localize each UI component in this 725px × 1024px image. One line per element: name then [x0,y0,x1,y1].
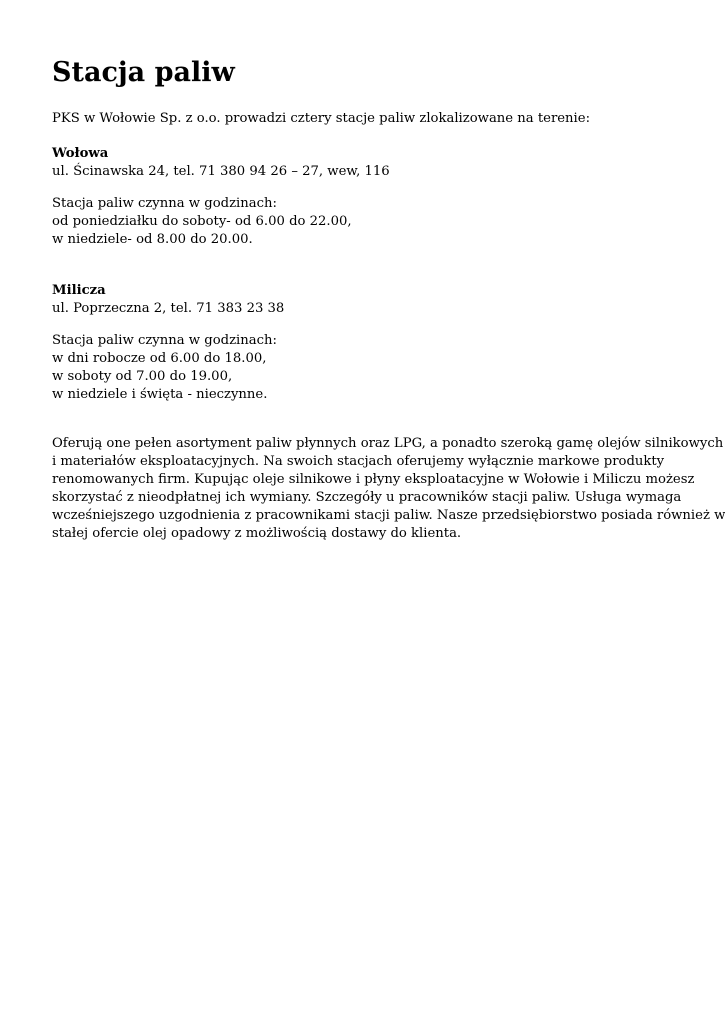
intro-text: PKS w Wołowie Sp. z o.o. prowadzi cztery stacje paliw zlokalizowane na terenie: [52,111,591,126]
station-milicza [52,282,284,318]
paragraph-line: Oferują one pełen asortyment paliw płynnych oraz LPG, a ponadto szeroką gamę olejów silnikowych [52,436,724,451]
paragraph-line: renomowanych firm. Kupując oleje silnikowe i płyny eksploatacyjne w Wołowie i Miliczu możesz [52,472,695,487]
station-name: Wołowa [52,146,109,161]
station-address: ul. Poprzeczna 2, tel. 71 383 23 38 [52,301,285,316]
description-paragraph [52,435,725,543]
hours-line: w soboty od 7.00 do 19.00, [52,369,233,384]
paragraph-line: skorzystać z nieodpłatnej ich wymiany. Szczegóły u pracowników stacji paliw. Usługa wymaga [52,490,682,505]
station-name: Milicza [52,283,106,298]
station-wolowa-hours [52,195,352,249]
paragraph-line: stałej ofercie olej opadowy z możliwością dostawy do klienta. [52,526,462,541]
hours-heading: Stacja paliw czynna w godzinach: [52,196,277,211]
station-wolowa [52,145,390,181]
hours-line: w niedziele- od 8.00 do 20.00. [52,232,253,247]
paragraph-line: wcześniejszego uzgodnienia z pracownikami stacji paliw. Nasze przedsiębiorstwo posiada również w [52,508,725,523]
paragraph-line: i materiałów eksploatacyjnych. Na swoich stacjach oferujemy wyłącznie markowe produkty [52,454,665,469]
hours-line: od poniedziałku do soboty- od 6.00 do 22.00, [52,214,352,229]
page-title: Stacja paliw [52,57,235,88]
hours-heading: Stacja paliw czynna w godzinach: [52,333,277,348]
hours-line: w niedziele i święta - nieczynne. [52,387,268,402]
station-milicza-hours [52,332,277,404]
hours-line: w dni robocze od 6.00 do 18.00, [52,351,267,366]
station-address: ul. Ścinawska 24, tel. 71 380 94 26 – 27, wew, 116 [52,164,390,179]
